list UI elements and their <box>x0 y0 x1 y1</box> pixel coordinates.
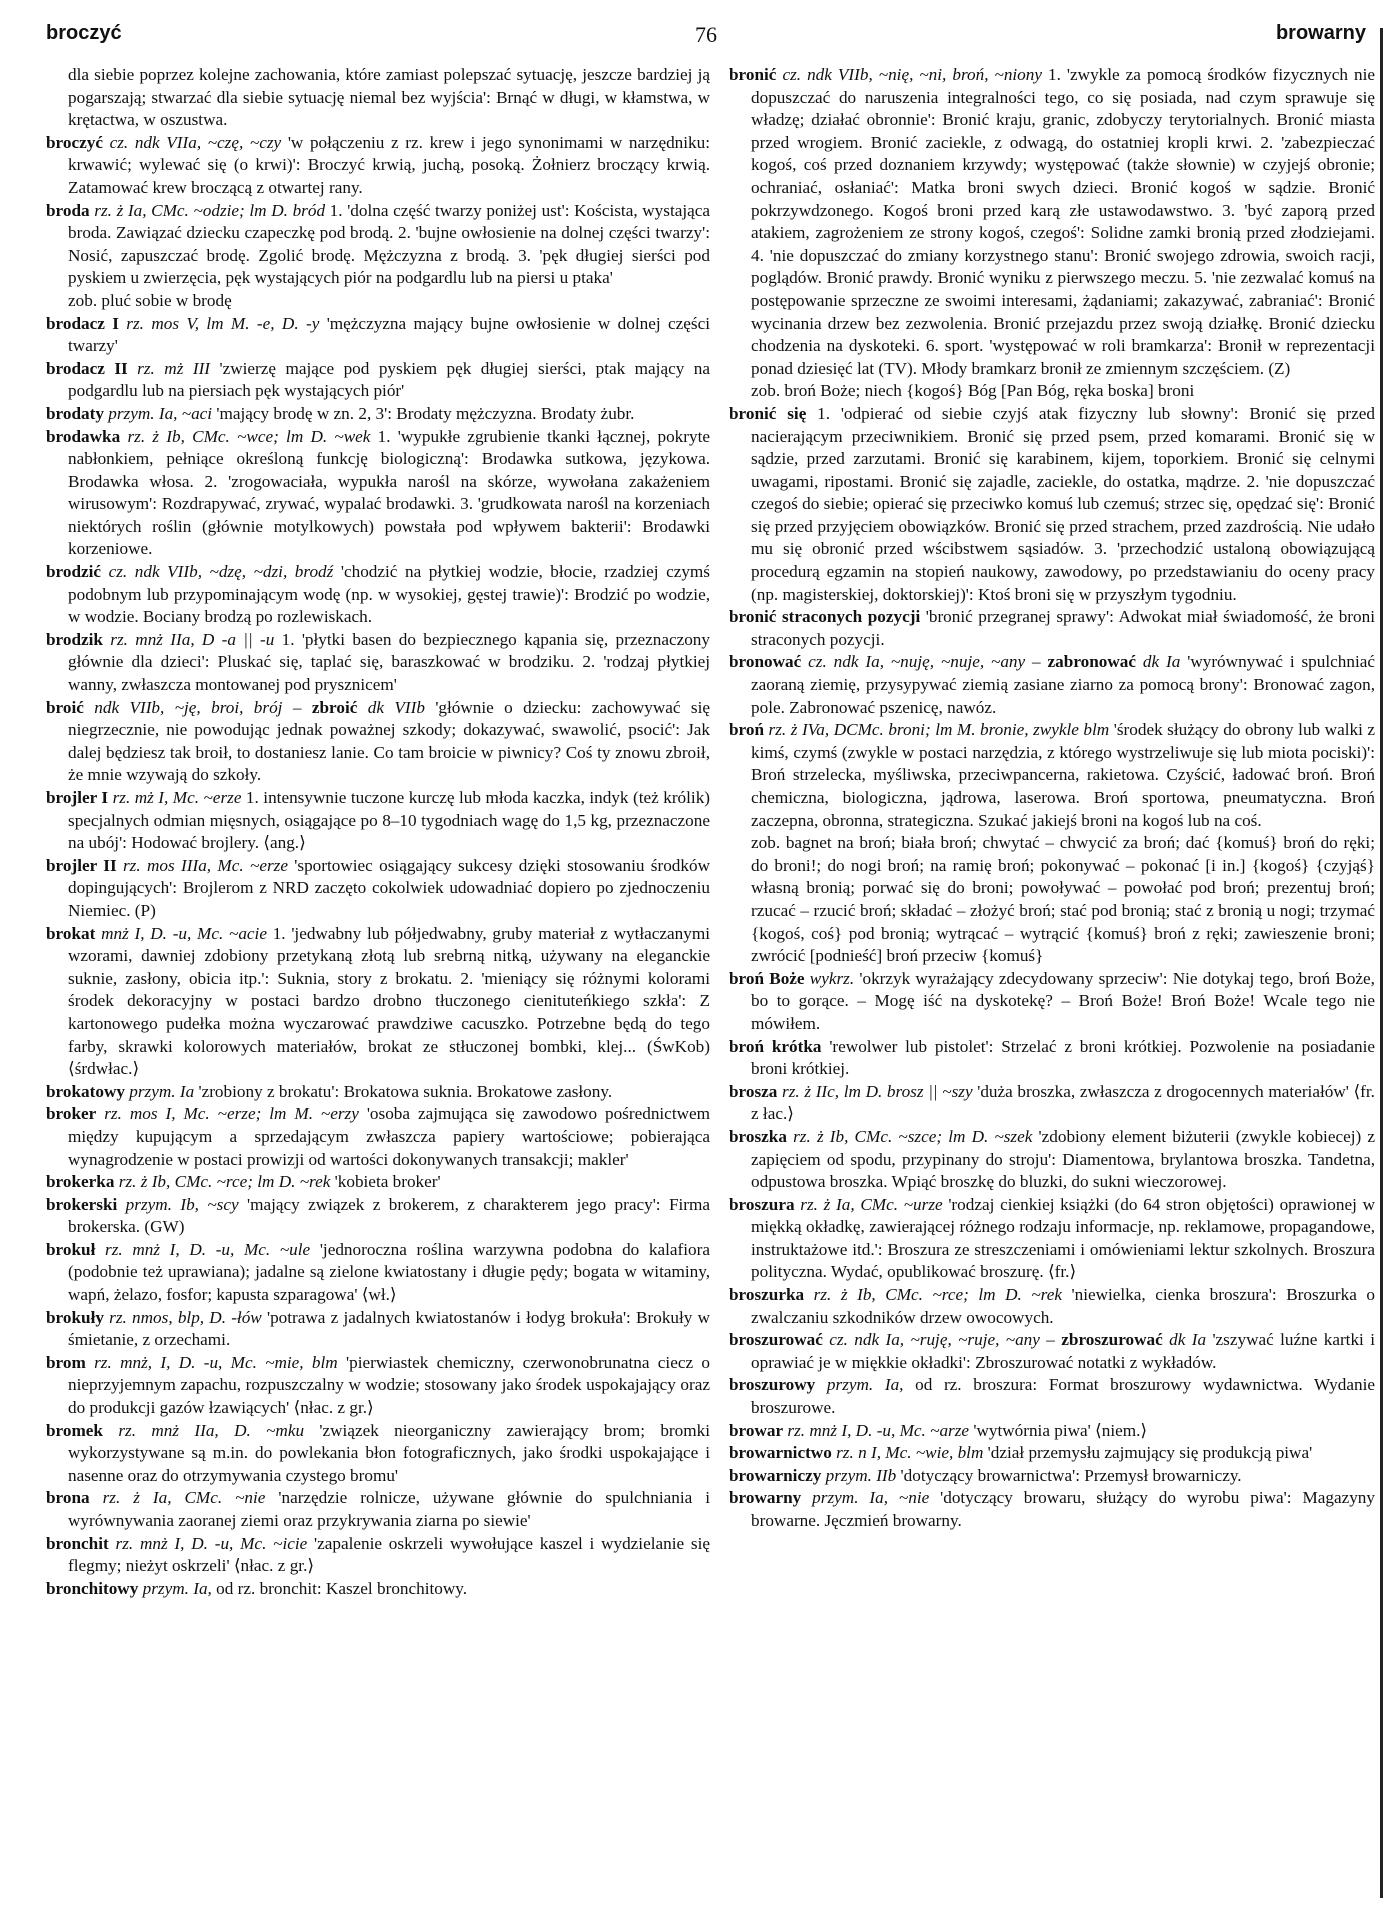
headword-pair: zabronować <box>1040 652 1137 672</box>
dictionary-entry <box>46 132 710 200</box>
grammar-info: rz. n I, Mc. ~wie, blm <box>831 1443 984 1463</box>
definition-text: 'duża broszka, zwłaszcza z drogocennych materiałów' ⟨fr. z łac.⟩ <box>751 1081 1375 1124</box>
headword: brodawka <box>46 426 121 446</box>
grammar-info: rz. mnż, I, D. -u, Mc. ~mie, blm <box>85 1352 338 1372</box>
definition-text: 'pierwiastek chemiczny, czerwonobrunatna ciecz o nieprzyjemnym zapachu, rozpuszczalny w wodzie; stosowany jako środek uspokajający oraz do produkcji gazów łzawiących' ⟨nłac. z gr.⟩ <box>68 1352 710 1418</box>
grammar-info: rz. ż Ia, CMc. ~nie <box>89 1488 266 1508</box>
dictionary-entry <box>46 1578 710 1601</box>
definition-text: 'sportowiec osiągający sukcesy dzięki stosowaniu środków dopingujących': Brojlerom z NRD zaczęto cokolwiek udowadniać dopiero po zjednoczeniu Niemiec. (P) <box>68 855 710 920</box>
definition-text: 'dział przemysłu zajmujący się produkcją piwa' <box>983 1443 1313 1463</box>
dictionary-entry <box>46 1352 710 1420</box>
definition-text: zob. bagnet na broń; biała broń; chwytać – chwycić za broń; dać {komuś} broń do ręki; do broni!; do nogi broń; na ramię broń; pokonywać – pokonać [i in.] {kogoś} {czyjąś} własną bronią; porwać się do broni; powoływać – powołać pod broń; prezentuj broń; rzucać – rzucić broń; składać – złożyć broń; stać pod bronią; stać z bronią u nogi; trzymać {kogoś, coś} pod bronią; wytrącać – wytrącić {komuś} broń z ręki; zawieszenie broni; zwrócić [podnieść] broń przeciw {komuś} <box>751 833 1375 966</box>
dictionary-entry <box>729 403 1375 606</box>
headword: browarniczy <box>729 1465 822 1485</box>
headword: bronchitowy <box>46 1578 139 1598</box>
grammar-info: rz. ż IIc, lm D. brosz || ~szy <box>777 1081 973 1101</box>
grammar-info: rz. mos IIIa, Mc. ~erze <box>116 855 288 875</box>
headword: browarny <box>729 1488 802 1508</box>
grammar-info: przym. Ia, <box>815 1375 904 1395</box>
definition-text: 'dotyczący browarnictwa': Przemysł browarniczy. <box>896 1465 1242 1485</box>
headword: brokerka <box>46 1172 115 1192</box>
headword: broszurka <box>729 1285 805 1305</box>
definition-text: 1. 'zwykle za pomocą środków fizycznych nie dopuszczać do naruszenia integralności tego, co się posiada, nad czym sprawuje się władzę; działać obronnie': Bronić kraju, granic, zdobyczy terytorialnych. Bronić miasta przed wrogiem. Bronić zaciekle, z odwagą, do ostatniej kropli krwi. 2. 'zabezpieczać kogoś, coś przed doznaniem krzywdy; występować (także słownie) w czyjejś obronie; ochraniać, osłaniać': Matka broni swych dzieci. Bronić kogoś w sądzie. Bronić pokrzywdzonego. Kogoś broni przed karą złe ustawodawstwo. 3. 'być zaporą przed atakiem, zagrożeniem ze strony kogoś, czegoś': Solidne zamki bronią przed złodziejami. 4. 'nie dopuszczać do zmiany korzystnego stanu': Bronić swojego zdrowia, swoich racji, poglądów. Bronić prawdy. Bronić wyniku z pierwszego meczu. 5. 'nie zezwalać komuś na postępowanie sprzeczne ze swoimi interesami, żądaniami; zakazywać, zabraniać': Bronić wycinania drzew bez zezwolenia. Bronić przejazdu przez swoją działkę. Bronić dziecku chodzenia na dyskoteki. 6. sport. 'występować w roli bramkarza': Bronił w reprezentacji ponad dziesięć lat (TV). Młody bramkarz bronił ze zmiennym szczęściem. (Z) <box>751 65 1375 378</box>
definition-text: 'mający związek z brokerem, z charakterem jego pracy': Firma brokerska. (GW) <box>68 1194 710 1237</box>
grammar-info: rz. mos V, lm M. -e, D. -y <box>118 313 320 333</box>
grammar-info-pair: dk VIIb <box>357 697 425 717</box>
dictionary-entry <box>46 787 710 855</box>
grammar-info: przym. Ia <box>124 1081 195 1101</box>
headword: brojler II <box>46 855 117 875</box>
dictionary-entry <box>46 1103 710 1171</box>
dictionary-entry <box>729 1081 1375 1126</box>
headword: bromek <box>46 1420 103 1440</box>
dictionary-entry <box>729 1036 1375 1081</box>
headword: brom <box>46 1352 86 1372</box>
definition-text: 'głównie o dziecku: zachowywać się niegrzecznie, nie powodując jednak poważnej szkody; dokazywać, swawolić, psocić': Jak dalej będziesz tak broił, to dostaniesz lanie. Co tam broicie w piwnicy? Coś ty znowu zbroił, że mnie wzywają do szkoły. <box>68 697 710 785</box>
headword: brokuł <box>46 1239 96 1259</box>
dictionary-entry <box>729 1442 1375 1465</box>
grammar-info: rz. mnż IIa, D -a || -u <box>103 629 275 649</box>
headword: bronić straconych pozycji <box>729 607 921 627</box>
definition-text: od rz. bronchit: Kaszel bronchitowy. <box>211 1578 468 1598</box>
grammar-info: rz. mnż I, D. -u, Mc. ~arze <box>783 1420 970 1440</box>
grammar-info-pair: dk Ia <box>1136 652 1181 672</box>
dictionary-entry <box>46 1171 710 1194</box>
grammar-info: mnż I, D. -u, Mc. ~acie <box>95 923 267 943</box>
dictionary-entry <box>729 1374 1375 1419</box>
grammar-info: rz. ż IVa, DCMc. broni; lm M. bronie, zwykle blm <box>764 720 1110 740</box>
definition-text: 'środek służący do obrony lub walki z kimś, czymś (zwykle w postaci narzędzia, z którego wystrzeliwuje się lub miota pociski)': Broń strzelecka, myśliwska, przeciwpancerna, rakietowa. Czyścić, ładować broń. Broń chemiczna, biologiczna, jądrowa, laserowa. Broń sportowa, pneumatyczna. Broń zaczepna, obronna, strategiczna. Szukać jakiejś broni na kogoś lub na coś. <box>751 720 1375 830</box>
dictionary-entry <box>46 1081 710 1104</box>
headword: brodaty <box>46 403 104 423</box>
grammar-info: rz. ż Ia, CMc. ~odzie; lm D. bród <box>89 200 326 220</box>
grammar-info: rz. ż Ib, CMc. ~szce; lm D. ~szek <box>786 1126 1033 1146</box>
grammar-info: przym. Ib, ~scy <box>117 1194 239 1214</box>
headword: browar <box>729 1420 784 1440</box>
dictionary-entry <box>46 561 710 629</box>
grammar-info: rz. ż Ib, CMc. ~rce; lm D. ~rek <box>114 1172 331 1192</box>
definition-text: 'mężczyzna mający bujne owłosienie w dolnej części twarzy' <box>68 313 710 356</box>
definition-text: 'wyrównywać i spulchniać zaoraną ziemię, przysypywać ziemią zasiane ziarno za pomocą brony': Bronować zagon, pole. Zabronować pszenicę, nawóz. <box>751 652 1375 717</box>
definition-text: 'okrzyk wyrażający zdecydowany sprzeciw': Nie dotykaj tego, broń Boże, bo to gorące. – Mogę iść na dyskotekę? – Broń Boże! Broń Boże! Wcale tego nie mówiłem. <box>751 968 1375 1033</box>
entry-continuation <box>729 832 1375 968</box>
page-edge-rule <box>1380 28 1383 1898</box>
headword-pair: zbroszurować <box>1054 1330 1163 1350</box>
headword: broczyć <box>46 132 103 152</box>
definition-text: 'wytwórnia piwa' ⟨niem.⟩ <box>969 1420 1148 1440</box>
grammar-info: wykrz. <box>804 968 855 988</box>
grammar-info: rz. mnż IIa, D. ~mku <box>102 1420 305 1440</box>
dictionary-entry <box>729 719 1375 832</box>
definition-text: 'zrobiony z brokatu': Brokatowa suknia. Brokatowe zasłony. <box>194 1081 613 1101</box>
headword: broń krótka <box>729 1036 822 1056</box>
left-column <box>46 64 710 1894</box>
definition-text: 'zwierzę mające pod pyskiem pęk długiej sierści, ptak mający na podgardlu lub na piersiach pęk wystających piór' <box>68 358 710 401</box>
headword: broda <box>46 200 90 220</box>
grammar-info: przym. Ia, <box>138 1578 212 1598</box>
dictionary-entry <box>46 1307 710 1352</box>
definition-text: 'rodzaj cienkiej książki (do 64 stron objętości) oprawionej w miękką okładkę, zawierającej różnego rodzaju informacje, np. reklamowe, propagandowe, instruktażowe itd.': Broszura ze streszczeniami i omówieniami lektur szkolnych. Broszura polityczna. Wydać, opublikować broszurę. ⟨fr.⟩ <box>751 1194 1375 1282</box>
headword: brokerski <box>46 1194 118 1214</box>
definition-text: zob. pluć sobie w brodę <box>68 290 232 310</box>
definition-text: 1. 'jedwabny lub półjedwabny, gruby materiał z wytłaczanymi wzorami, dawniej zdobiony przetykaną złotą lub srebrną nitką, używany na eleganckie suknie, zasłony, obicia itp.': Suknia, story z brokatu. 2. 'mieniący się różnymi kolorami środek dekoracyjny w postaci bardzo drobno tłuczonego cienituteńkiego szkła': Z kartonowego pudełka można wyczarować prawdziwe cacuszko. Potrzebne będą do tego farby, skrawki kolorowych materiałów, brokat ze stłuczonej bombki, klej... (ŚwKob) ⟨śrdwłac.⟩ <box>68 923 710 1079</box>
definition-text: 'chodzić na płytkiej wodzie, błocie, rzadziej czymś podobnym lub przypominającym wodę (np. w wysokiej, gęstej trawie)': Brodzić po wodzie, w wodzie. Bociany brodzą po rozlewiskach. <box>68 562 710 627</box>
definition-text: 'niewielka, cienka broszura': Broszurka o zwalczaniu szkodników drzew owocowych. <box>751 1285 1375 1327</box>
dictionary-entry <box>46 1239 710 1307</box>
headword: broszurowy <box>729 1375 816 1395</box>
grammar-info: przym. IIb <box>821 1465 897 1485</box>
definition-text: 'zdobiony element biżuterii (zwykle kobiecej) z zapięciem od spodu, przypinany do stroju': Diamentowa, brylantowa broszka. Tandetna, odpustowa broszka. Wpiąć broszkę do bluzki, do sukni wieczorowej. <box>751 1126 1375 1192</box>
dictionary-entry <box>729 1194 1375 1284</box>
grammar-info: rz. mnż I, D. -u, Mc. ~ule <box>95 1239 311 1259</box>
grammar-info: cz. ndk Ia, ~ruję, ~ruje, ~any – <box>822 1330 1055 1350</box>
grammar-info: cz. ndk Ia, ~nuję, ~nuje, ~any – <box>801 652 1041 672</box>
definition-text: 1. 'płytki basen do bezpiecznego kąpania się, przeznaczony głównie dla dzieci': Pluskać się, taplać się, baraszkować w brodziku. 2. 'rodzaj płytkiej wanny, zwłaszcza montowanej pod prysznicem' <box>68 629 710 695</box>
headword: broszurować <box>729 1330 823 1350</box>
definition-text: 'zapalenie oskrzeli wywołujące kaszel i wydzielanie się flegmy; nieżyt oskrzeli' ⟨nłac. z gr.⟩ <box>68 1533 710 1576</box>
grammar-info: rz. ż Ib, CMc. ~rce; lm D. ~rek <box>804 1285 1062 1305</box>
headword: brodacz I <box>46 313 119 333</box>
definition-text: 1. intensywnie tuczone kurczę lub młoda kaczka, indyk (też królik) specjalnych odmian mięsnych, osiągające po 8–10 tygodniach wagę do 1,5 kg, przeznaczone na ubój': Hodować brojlery. ⟨ang.⟩ <box>68 788 710 853</box>
headword: bronić <box>729 65 777 84</box>
right-column <box>729 64 1375 1894</box>
headword: bronchit <box>46 1533 109 1553</box>
definition-text: 'rewolwer lub pistolet': Strzelać z broni krótkiej. Pozwolenie na posiadanie broni krótkiej. <box>751 1036 1375 1079</box>
headword: brokatowy <box>46 1081 125 1101</box>
dictionary-entry <box>729 1329 1375 1374</box>
headword: broker <box>46 1104 97 1124</box>
grammar-info: przym. Ia, ~aci <box>103 403 213 423</box>
left-guide-word: broczyć <box>46 22 122 44</box>
headword: brosza <box>729 1081 778 1101</box>
headword: brokat <box>46 923 96 943</box>
dictionary-entry <box>46 403 710 426</box>
definition-text: 'potrawa z jadalnych kwiatostanów i łodyg brokuła': Brokuły w śmietanie, z orzechami. <box>68 1307 710 1350</box>
dictionary-entry <box>729 1126 1375 1194</box>
page-number: 76 <box>695 22 717 47</box>
dictionary-entry <box>46 200 710 290</box>
dictionary-entry <box>729 64 1375 380</box>
entry-continuation <box>46 290 710 313</box>
dictionary-entry <box>46 426 710 562</box>
definition-text: zob. broń Boże; niech {kogoś} Bóg [Pan Bóg, ręka boska] broni <box>751 381 1195 401</box>
page-header <box>46 22 1366 52</box>
definition-text: 'w połączeniu z rz. krew i jego synonimami w narzędniku: krwawić; wylewać się (o krwi)': Broczyć krwią, juchą, posoką. Żołnierz broczący krwią. Zatamować krew broczącą z otwartej rany. <box>68 132 710 197</box>
dictionary-entry <box>46 1487 710 1532</box>
grammar-info-pair: dk Ia <box>1162 1330 1207 1350</box>
grammar-info: rz. mż III <box>127 358 211 378</box>
dictionary-entry <box>46 855 710 923</box>
grammar-info: rz. mos I, Mc. ~erze; lm M. ~erzy <box>96 1104 359 1124</box>
headword: broić <box>46 697 84 717</box>
headword: bronować <box>729 652 802 672</box>
definition-text: 'narzędzie rolnicze, używane głównie do spulchniania i wyrównywania zaoranej ziemi oraz przykrywania ziarna po siewie' <box>68 1488 710 1530</box>
grammar-info: rz. nmos, blp, D. -łów <box>103 1307 262 1327</box>
headword: broszka <box>729 1126 787 1146</box>
dictionary-entry <box>46 1533 710 1578</box>
headword: brodzik <box>46 629 103 649</box>
definition-text: 'związek nieorganiczny zawierający brom; bromki wykorzystywane są m.in. do powlekania błon fotograficznych, jako środki uspokajające i nasenne oraz do otrzymywania czystego bromu' <box>68 1420 710 1485</box>
dictionary-entry <box>46 923 710 1081</box>
definition-text: 1. 'dolna część twarzy poniżej ust': Koścista, wystająca broda. Zawiązać dziecku czapeczkę pod brodą. 2. 'bujne owłosienie na dolnej części twarzy': Nosić, zapuszczać brodę. Zgolić brodę. Mężczyzna z brodą. 3. 'pęk długiej sierści pod pyskiem u zwierzęcia, pęk wystających piór na podgardlu lub na piersi u ptaka' <box>68 200 710 288</box>
headword: browarnictwo <box>729 1443 832 1463</box>
grammar-info: przym. Ia, ~nie <box>801 1488 930 1508</box>
grammar-info: rz. mż I, Mc. ~erze <box>108 788 242 807</box>
headword: brojler I <box>46 788 109 807</box>
headword: brodacz II <box>46 358 128 378</box>
definition-text: 'osoba zajmująca się zawodowo pośrednictwem między kupującym a sprzedającym zwłaszcza papiery wartościowe; pobierająca wynagrodzenie w postaci prowizji od wartości dokonywanych transakcji; makler' <box>68 1104 710 1169</box>
definition-text: 'kobieta broker' <box>330 1172 441 1192</box>
dictionary-entry <box>46 313 710 358</box>
grammar-info: cz. ndk VIIa, ~czę, ~czy <box>102 132 282 152</box>
headword: brokuły <box>46 1307 104 1327</box>
entry-continuation <box>46 64 710 132</box>
grammar-info: cz. ndk VIIb, ~nię, ~ni, broń, ~niony <box>776 65 1042 84</box>
grammar-info: rz. ż Ia, CMc. ~urze <box>794 1194 943 1214</box>
definition-text: od rz. broszura: Format broszurowy wydawnictwa. Wydanie broszurowe. <box>751 1375 1375 1418</box>
dictionary-entry <box>46 358 710 403</box>
grammar-info: rz. mnż I, D. -u, Mc. ~icie <box>108 1533 308 1553</box>
dictionary-entry <box>46 697 710 787</box>
headword: broszura <box>729 1194 795 1214</box>
definition-text: 'jednoroczna roślina warzywna podobna do kalafiora (podobnie też uprawiana); jadalne są zielone kwiatostany i długie pędy; bogata w witaminy, wapń, żelazo, fosfor; kapusta szparagowa' ⟨wł.⟩ <box>68 1239 710 1305</box>
definition-text: 'dotyczący browaru, służący do wyrobu piwa': Magazyny browarne. Jęczmień browarny. <box>751 1488 1375 1530</box>
right-guide-word: browarny <box>1275 22 1366 44</box>
dictionary-entry <box>729 651 1375 719</box>
definition-text: 1. 'odpierać od siebie czyjś atak fizyczny lub słowny': Bronić się przed nacierającym przeciwnikiem. Bronić się przed psem, przed komarami. Bronić się w sądzie, przed zarzutami. Bronić się karabinem, kijem, toporkiem. Bronić się celnymi uwagami, ripostami. Bronić się zajadle, zaciekle, do ostatka, mądrze. 2. 'nie dopuszczać czegoś do siebie; opierać się przeciwko komuś lub czemuś; strzec się, opędzać się': Bronić się przed przyjęciem obowiązków. Bronić się przed strachem, przed zazdrością. Nie udało mu się obronić przed wścibstwem sąsiadów. 3. 'przechodzić ustaloną obowiązującą procedurą egzamin na stopień naukowy, zawodowy, po przedstawianiu do oceny pracy (np. magisterskiej, doktorskiej)': Ktoś broni się w przyszłym tygodniu. <box>751 403 1375 604</box>
dictionary-entry <box>729 1420 1375 1443</box>
grammar-info: rz. ż Ib, CMc. ~wce; lm D. ~wek <box>120 426 371 446</box>
definition-text: 1. 'wypukłe zgrubienie tkanki łącznej, pokryte nabłonkiem, pełniące określoną funkcję biologiczną': Brodawka sutkowa, językowa. Brodawka włosa. 2. 'zrogowaciała, wypukła narośl na skórze, wywołana zakażeniem wirusowym': Rozdrapywać, zrywać, wypalać brodawki. 3. 'grudkowata narośl na korzeniach niektórych roślin (głównie motylkowych) powstała pod wpływem bakterii': Brodawki korzeniowe. <box>68 426 710 559</box>
headword-pair: zbroić <box>301 697 358 717</box>
dictionary-entry <box>46 629 710 697</box>
headword: broń <box>729 720 765 740</box>
definition-text: 'bronić przegranej sprawy': Adwokat miał świadomość, że broni straconych pozycji. <box>751 607 1375 649</box>
grammar-info: cz. ndk VIIb, ~dzę, ~dzi, brodź <box>101 562 334 582</box>
dictionary-entry <box>729 1487 1375 1532</box>
dictionary-entry <box>46 1420 710 1488</box>
dictionary-entry <box>729 968 1375 1036</box>
definition-text: 'zszywać luźne kartki i oprawiać je w miękkie okładki': Zbroszurować notatki z wykładów. <box>751 1330 1375 1372</box>
headword: bronić się <box>729 403 807 423</box>
headword: brodzić <box>46 562 102 582</box>
definition-text: dla siebie poprzez kolejne zachowania, które zamiast polepszać sytuację, jeszcze bardziej ją pogarszają; stwarzać dla siebie sytuację niemal bez wyjścia': Brnąć w długi, w kłamstwa, w krętactwa, w oszustwa. <box>68 65 710 130</box>
headword: brona <box>46 1488 90 1508</box>
dictionary-entry <box>46 1194 710 1239</box>
dictionary-entry <box>729 1284 1375 1329</box>
entry-continuation <box>729 380 1375 403</box>
definition-text: 'mający brodę w zn. 2, 3': Brodaty mężczyzna. Brodaty żubr. <box>212 403 635 423</box>
dictionary-entry <box>729 1465 1375 1488</box>
grammar-info: ndk VIIb, ~ję, broi, brój – <box>83 697 302 717</box>
dictionary-entry <box>729 606 1375 651</box>
headword: broń Boże <box>729 968 805 988</box>
